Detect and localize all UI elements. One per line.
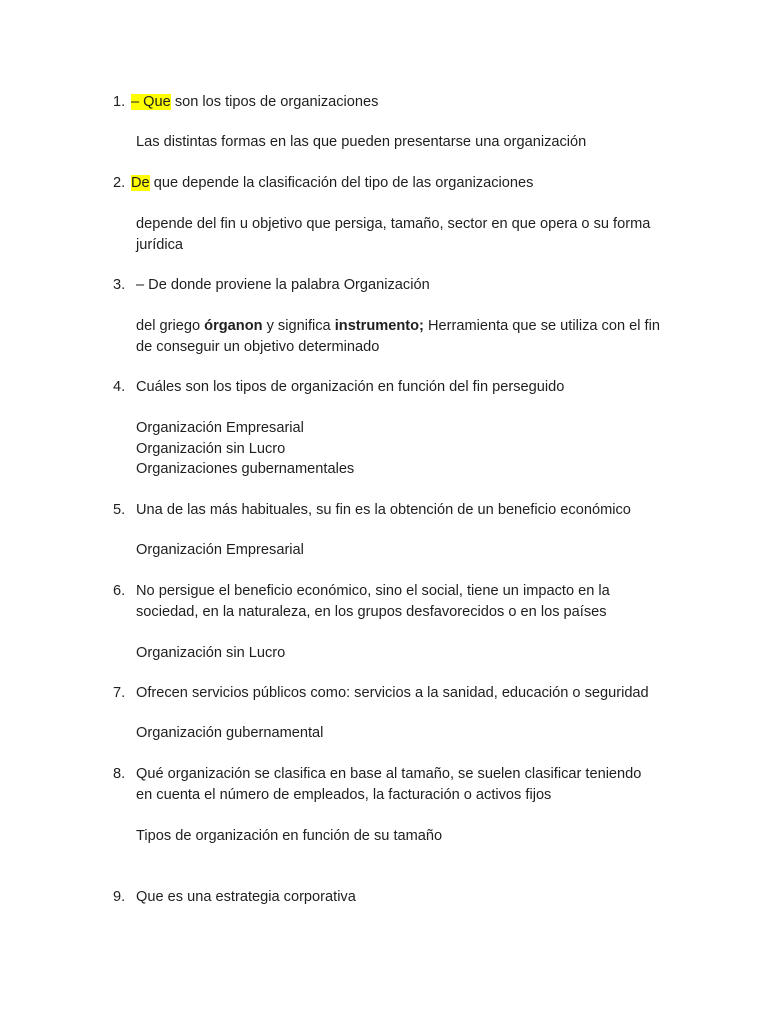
item-3-answer-text-b: y significa [262, 318, 335, 334]
item-1-number: 1. [113, 94, 126, 110]
item-8-answer: Tipos de organización en función de su tamaño [136, 828, 443, 844]
item-1-question [131, 92, 378, 113]
item-2-number: 2. [113, 175, 126, 191]
item-6-question-line-2: sociedad, en la naturaleza, en los grupos desfavorecidos o en los países [136, 604, 607, 620]
item-1-answer: Las distintas formas en las que pueden presentarse una organización [136, 134, 587, 150]
item-5-answer: Organización Empresarial [136, 542, 304, 558]
item-8-question-line-2: en cuenta el número de empleados, la facturación o activos fijos [136, 787, 552, 803]
item-9-question: Que es una estrategia corporativa [136, 889, 356, 905]
item-5-question: Una de las más habituales, su fin es la obtención de un beneficio económico [136, 502, 631, 518]
item-2-question-rest: que depende la clasificación del tipo de las organizaciones [149, 175, 534, 191]
item-5-number: 5. [113, 502, 126, 518]
item-4-number: 4. [113, 379, 126, 395]
item-2-answer-line-2: jurídica [136, 237, 184, 253]
item-9-number: 9. [113, 889, 126, 905]
item-4-answer-line-1: Organización Empresarial [136, 420, 304, 436]
item-6-question-line-1: No persigue el beneficio económico, sino el social, tiene un impacto en la [136, 583, 610, 599]
item-4-question: Cuáles son los tipos de organización en función del fin perseguido [136, 379, 565, 395]
item-7-question: Ofrecen servicios públicos como: servicios a la sanidad, educación o seguridad [136, 685, 649, 701]
item-3-question: – De donde proviene la palabra Organización [136, 277, 430, 293]
item-3-answer-text-a: del griego [136, 318, 205, 334]
item-2-answer-line-1: depende del fin u objetivo que persiga, tamaño, sector en que opera o su forma [136, 216, 651, 232]
item-6-number: 6. [113, 583, 126, 599]
item-4-answer-line-3: Organizaciones gubernamentales [136, 461, 355, 477]
item-8-question-line-1: Qué organización se clasifica en base al tamaño, se suelen clasificar teniendo [136, 766, 642, 782]
item-3-answer-bold-instrumento: instrumento; [334, 318, 424, 334]
item-7-number: 7. [113, 685, 126, 701]
item-6-answer: Organización sin Lucro [136, 645, 286, 661]
item-3-answer-line-2: de conseguir un objetivo determinado [136, 339, 380, 355]
item-4-answer-line-2: Organización sin Lucro [136, 441, 286, 457]
item-1-question-highlight: – Que [131, 94, 171, 110]
item-3-answer-text-c: Herramienta que se utiliza con el fin [423, 318, 660, 334]
item-2-question-highlight: De [131, 175, 150, 191]
item-1-question-rest: son los tipos de organizaciones [170, 94, 379, 110]
item-8-number: 8. [113, 766, 126, 782]
item-3-answer-bold-organon: órganon [204, 318, 263, 334]
item-3-number: 3. [113, 277, 126, 293]
item-7-answer: Organización gubernamental [136, 725, 324, 741]
item-2-question [131, 173, 533, 194]
item-3-answer-line-1 [136, 316, 660, 337]
